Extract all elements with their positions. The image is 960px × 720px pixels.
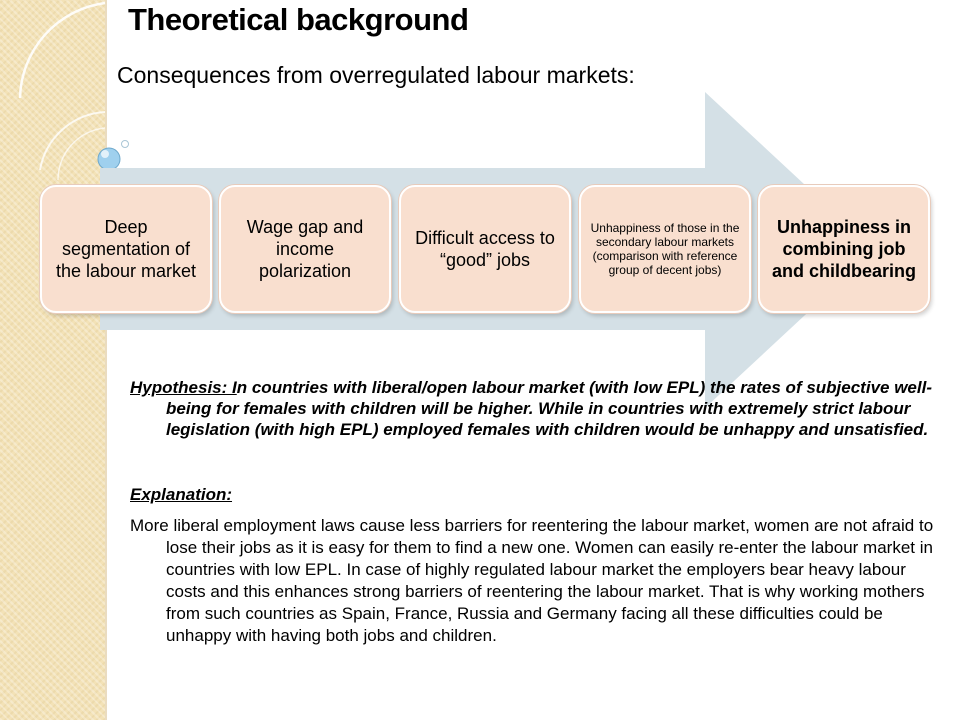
flow-step-3: [399, 185, 571, 313]
explanation-text: More liberal employment laws cause less barriers for reentering the labour market, women are not afraid to lose their jobs as it is easy for them to find a new one. Women can easily re-enter the labour market in countries with low EPL. In case of highly regulated labour market the employers bear heavy labour costs and this enhances strong barriers of reentering the labour market. That is why working mothers from such countries as Spain, France, Russia and Germany facing all these difficulties could be unhappy with having both jobs and children.: [130, 516, 934, 645]
flow-step-4-text: Unhappiness of those in the secondary labour markets (comparison with reference group of decent jobs): [590, 221, 740, 277]
explanation-label: Explanation:: [130, 485, 233, 504]
flow-step-5: [758, 185, 930, 313]
flow-step-2-text: Wage gap and income polarization: [246, 217, 364, 281]
flow-step-1: [40, 185, 212, 313]
flow-step-3-text: Difficult access to “good” jobs: [415, 228, 555, 270]
flow-step-5-text: Unhappiness in combining job and childbearing: [771, 217, 917, 281]
explanation-block: [130, 515, 942, 647]
hypothesis-label: Hypothesis: I: [130, 378, 237, 397]
page-title: Theoretical background: [128, 2, 469, 37]
flow-step-4: [579, 185, 751, 313]
flow-step-1-text: Deep segmentation of the labour market: [55, 217, 197, 281]
page-subtitle: Consequences from overregulated labour markets:: [117, 62, 635, 88]
hypothesis-text: n countries with liberal/open labour market (with low EPL) the rates of subjective well-being for females with children will be higher. While in countries with extremely strict labour legislation (with high EPL) employed females with children would be unhappy and unsatisfied.: [166, 378, 932, 439]
hypothesis-block: [130, 377, 952, 440]
flow-step-2: [219, 185, 391, 313]
